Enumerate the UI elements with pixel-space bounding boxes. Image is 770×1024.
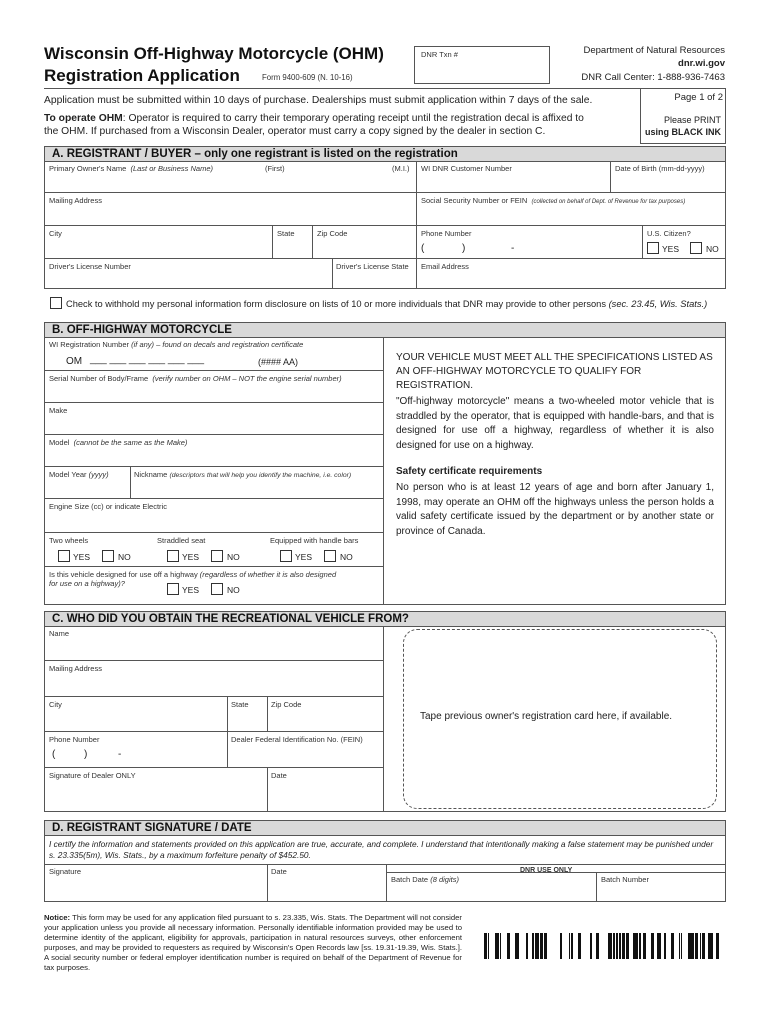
intro-line1: Application must be submitted within 10 days of purchase. Dealerships must submit application within 7 days of the sale. [44,95,593,106]
seller-phone-mask-open: ( [52,749,56,760]
engine-size-field[interactable]: Engine Size (cc) or indicate Electric [49,502,167,511]
mi-label: (M.I.) [392,164,410,173]
seller-mailing-address-field[interactable]: Mailing Address [49,664,102,673]
straddled-no-label: NO [227,552,240,562]
certify-text: I certify the information and statements provided on this application are true, accurate, and complete. I understand that intentionally making a false statement may be punished under s. 23.335(5m), Wis. Stats., by a maximum forfeiture penalty of $452.50. [49,839,714,860]
us-citizen-no-checkbox[interactable] [690,242,702,254]
page-number: Page 1 of 2 [674,92,723,103]
first-name-label: (First) [265,164,285,173]
us-citizen-label: U.S. Citizen? [647,229,691,238]
us-citizen-no-label: NO [706,244,719,254]
form-title-line2: Registration Application [44,66,240,85]
zip-field[interactable]: Zip Code [317,229,348,238]
us-citizen-yes-label: YES [662,244,680,254]
nickname-field[interactable]: Nickname (descriptors that will help you identify the machine, i.e. color) [134,470,352,479]
intro-line2: To operate OHM: Operator is required to carry their temporary operating receipt until the registration decal is affixed to [44,113,584,124]
section-c-header: C. WHO DID YOU OBTAIN THE RECREATIONAL VEHICLE FROM? [44,611,726,627]
seller-state-field[interactable]: State [231,700,249,709]
website: dnr.wi.gov [678,58,725,69]
straddled-yes-label: YES [182,552,200,562]
designed-yes-checkbox[interactable] [167,583,179,595]
section-b-header: B. OFF-HIGHWAY MOTORCYCLE [44,322,726,338]
batch-number-field[interactable]: Batch Number [601,875,649,884]
phone-mask-open: ( [421,243,425,254]
om-prefix: OM [66,356,83,367]
seller-city-field[interactable]: City [49,700,62,709]
dealer-signature-field[interactable]: Signature of Dealer ONLY [49,771,136,780]
dnr-txn-field[interactable] [414,46,550,84]
designed-no-label: NO [227,585,240,595]
ssn-field[interactable]: Social Security Number or FEIN (collected on behalf of Dept. of Revenue for tax purposes) [421,196,686,205]
page-box [640,88,726,144]
handle-bars-yes-checkbox[interactable] [280,550,292,562]
seller-zip-field[interactable]: Zip Code [271,700,302,709]
om-format: (#### AA) [258,357,299,367]
city-field[interactable]: City [49,229,62,238]
ohm-definition: "Off-highway motorcycle" means a two-wheeled motor vehicle that is straddled by the operator, that is equipped with handle-bars, and that is designed for use off a highway, regardless of whether it is also designed for use on a highway. [396,396,714,451]
phone-field[interactable]: Phone Number [421,229,472,238]
safety-text: No person who is at least 12 years of age and born after January 1, 1998, may operate an OHM off the highways unless the person holds a valid safety certificate issued by the department or by another state or province of Canada. [396,482,714,537]
mailing-address-field[interactable]: Mailing Address [49,196,102,205]
barcode-image [484,933,726,959]
intro-line3: the OHM. If purchased from a Wisconsin Dealer, operator must carry a copy signed by the dealer in section C. [44,126,546,137]
om-blanks: ___ ___ ___ ___ ___ ___ [90,354,204,365]
designed-no-checkbox[interactable] [211,583,223,595]
model-field[interactable]: Model (cannot be the same as the Make) [49,438,188,447]
seller-phone-dash: - [118,749,122,760]
designed-question-line2: for use on a highway)? [49,579,125,588]
dob-field[interactable]: Date of Birth (mm-dd-yyyy) [615,164,705,173]
make-field[interactable]: Make [49,406,68,415]
dept-name: Department of Natural Resources [583,45,725,56]
straddled-label: Straddled seat [157,536,206,545]
wi-dnr-customer-field[interactable]: WI DNR Customer Number [421,164,512,173]
safety-title: Safety certificate requirements [396,466,543,477]
registrant-signature-field[interactable]: Signature [49,867,82,876]
two-wheels-yes-label: YES [73,552,91,562]
us-citizen-yes-checkbox[interactable] [647,242,659,254]
dealer-date-field[interactable]: Date [271,771,287,780]
section-a-header: A. REGISTRANT / BUYER – only one registrant is listed on the registration [44,146,726,162]
notice-text: Notice: This form may be used for any application filed pursuant to s. 23.335, Wis. Stats. The Department will not consider your application unless you provide all necessary information. Personally identifiable information provided may be used to determine identity of the applicant, eligibility for approvals, participation in natural resources surveys, other enforcement purposes, and may be provided to requesters as required by Wisconsin's Open Records law [ss. 19.31-19.39, Wis. Stats.]. A social security number or federal employer identification number is required on behalf of the Department of Revenue for tax purposes. [44,913,462,972]
two-wheels-no-label: NO [118,552,131,562]
straddled-no-checkbox[interactable] [211,550,223,562]
dealer-fein-field[interactable]: Dealer Federal Identification No. (FEIN) [231,735,363,744]
registrant-date-field[interactable]: Date [271,867,287,876]
call-center: DNR Call Center: 1-888-936-7463 [581,72,725,83]
withhold-checkbox[interactable] [50,297,62,309]
seller-phone-mask-close: ) [84,749,88,760]
tape-card-note: Tape previous owner's registration card here, if available. [420,711,673,722]
handle-bars-no-label: NO [340,552,353,562]
phone-mask-close: ) [462,243,466,254]
print-note-1: Please PRINT [663,115,721,125]
serial-number-field[interactable]: Serial Number of Body/Frame (verify number on OHM – NOT the engine serial number) [49,374,342,383]
handle-bars-no-checkbox[interactable] [324,550,336,562]
handle-bars-label: Equipped with handle bars [270,536,359,545]
print-note-2: using BLACK INK [645,127,721,137]
email-field[interactable]: Email Address [421,262,469,271]
dnr-use-only: DNR USE ONLY [520,867,573,874]
section-d-header: D. REGISTRANT SIGNATURE / DATE [44,820,726,836]
seller-name-field[interactable]: Name [49,629,70,638]
vehicle-spec-heading: YOUR VEHICLE MUST MEET ALL THE SPECIFICATIONS LISTED AS AN OFF-HIGHWAY MOTORCYCLE TO QUALIFY FOR REGISTRATION. [396,352,713,391]
two-wheels-label: Two wheels [49,536,89,545]
withhold-text: Check to withhold my personal information form disclosure on lists of 10 or more individuals that DNR may provide to other persons (sec. 23.45, Wis. Stats.) [66,299,708,309]
model-year-field[interactable]: Model Year (yyyy) [49,470,109,479]
two-wheels-yes-checkbox[interactable] [58,550,70,562]
seller-phone-field[interactable]: Phone Number [49,735,100,744]
designed-question-line1: Is this vehicle designed for use off a highway (regardless of whether it is also designed [49,570,337,579]
phone-dash: - [511,243,515,254]
batch-date-field[interactable]: Batch Date (8 digits) [391,875,459,884]
primary-owner-field[interactable]: Primary Owner's Name (Last or Business Name) [49,164,213,173]
designed-yes-label: YES [182,585,200,595]
state-field[interactable]: State [277,229,295,238]
two-wheels-no-checkbox[interactable] [102,550,114,562]
wi-reg-number-field[interactable]: WI Registration Number (if any) – found on decals and registration certificate [49,340,304,349]
straddled-yes-checkbox[interactable] [167,550,179,562]
drivers-license-field[interactable]: Driver's License Number [49,262,131,271]
dnr-txn-label: DNR Txn # [421,50,458,59]
form-number: Form 9400-609 (N. 10-16) [262,73,353,82]
dl-state-field[interactable]: Driver's License State [336,262,409,271]
handle-bars-yes-label: YES [295,552,313,562]
header-divider [44,88,726,89]
form-title-line1: Wisconsin Off-Highway Motorcycle (OHM) [44,44,384,63]
